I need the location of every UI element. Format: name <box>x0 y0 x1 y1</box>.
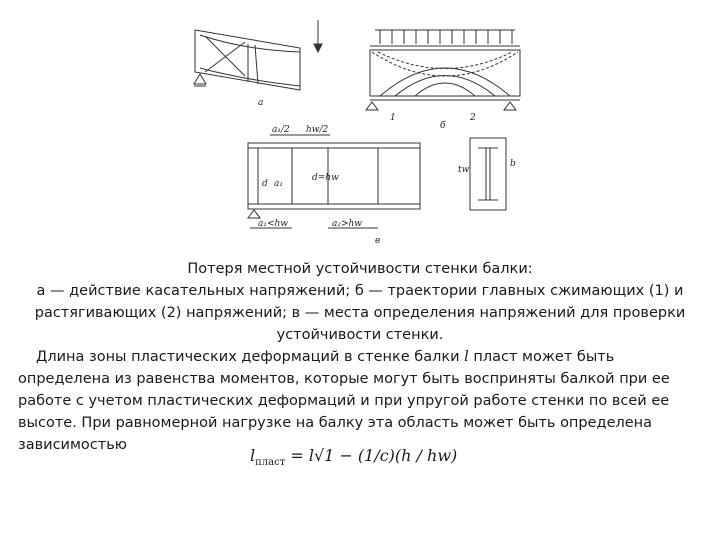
figure-drawing <box>0 0 720 252</box>
caption-line-3: растягивающих (2) напряжений; в — места определения напряжений для проверки <box>34 305 686 321</box>
paragraph-line-3: работе с учетом пластических деформаций и при упругой работе стенки по всей ее <box>18 393 670 409</box>
dim-left-bottom: a₁<hw <box>258 219 289 229</box>
figure-section <box>470 138 506 210</box>
l-symbol: l <box>464 349 469 365</box>
paragraph-line-5: зависимостью <box>18 437 127 453</box>
dim-d: d <box>262 179 268 189</box>
formula-lhs-sub: пласт <box>255 457 286 469</box>
figure-a <box>194 20 322 90</box>
paragraph-line-2: определена из равенства моментов, которые могут быть восприняты балкой при ее <box>18 371 670 387</box>
formula-lhs: l <box>250 446 256 465</box>
paragraph-line-4: высоте. При равномерной нагрузке на балку эта область может быть определена <box>18 415 653 431</box>
caption-line-4: устойчивости стенки. <box>276 327 444 343</box>
fig-b-label-2: 2 <box>470 113 476 123</box>
figure-b <box>366 46 520 110</box>
paragraph-line-1 <box>18 346 708 368</box>
fig-b-label: б <box>440 121 446 131</box>
caption-line-2: а — действие касательных напряжений; б — траектории главных сжимающих (1) и <box>36 283 684 299</box>
dim-right-bottom: a₂>hw <box>332 219 363 229</box>
dim-a1: a₁/2 <box>272 125 290 135</box>
load-arrows <box>375 30 515 44</box>
caption-title: Потеря местной устойчивости стенки балки: <box>187 261 533 277</box>
figure-beam-stability <box>0 0 720 252</box>
formula-rhs: = l√1 − (1/c)(h / hw) <box>290 446 458 465</box>
section-b: b <box>510 159 516 169</box>
formula <box>250 446 457 468</box>
paragraph-line-1-post: пласт может быть <box>468 349 615 365</box>
fig-a-label: а <box>258 98 264 108</box>
section-tw: tw <box>458 165 470 175</box>
dim-dhw: d=hw <box>312 173 339 183</box>
fig-v-label: в <box>375 236 381 246</box>
dim-a1-low: a₁ <box>274 179 283 189</box>
dim-hw: hw/2 <box>306 125 329 135</box>
paragraph-line-1-pre: Длина зоны пластических деформаций в стенке балки <box>36 349 465 365</box>
fig-b-label-1: 1 <box>390 113 396 123</box>
